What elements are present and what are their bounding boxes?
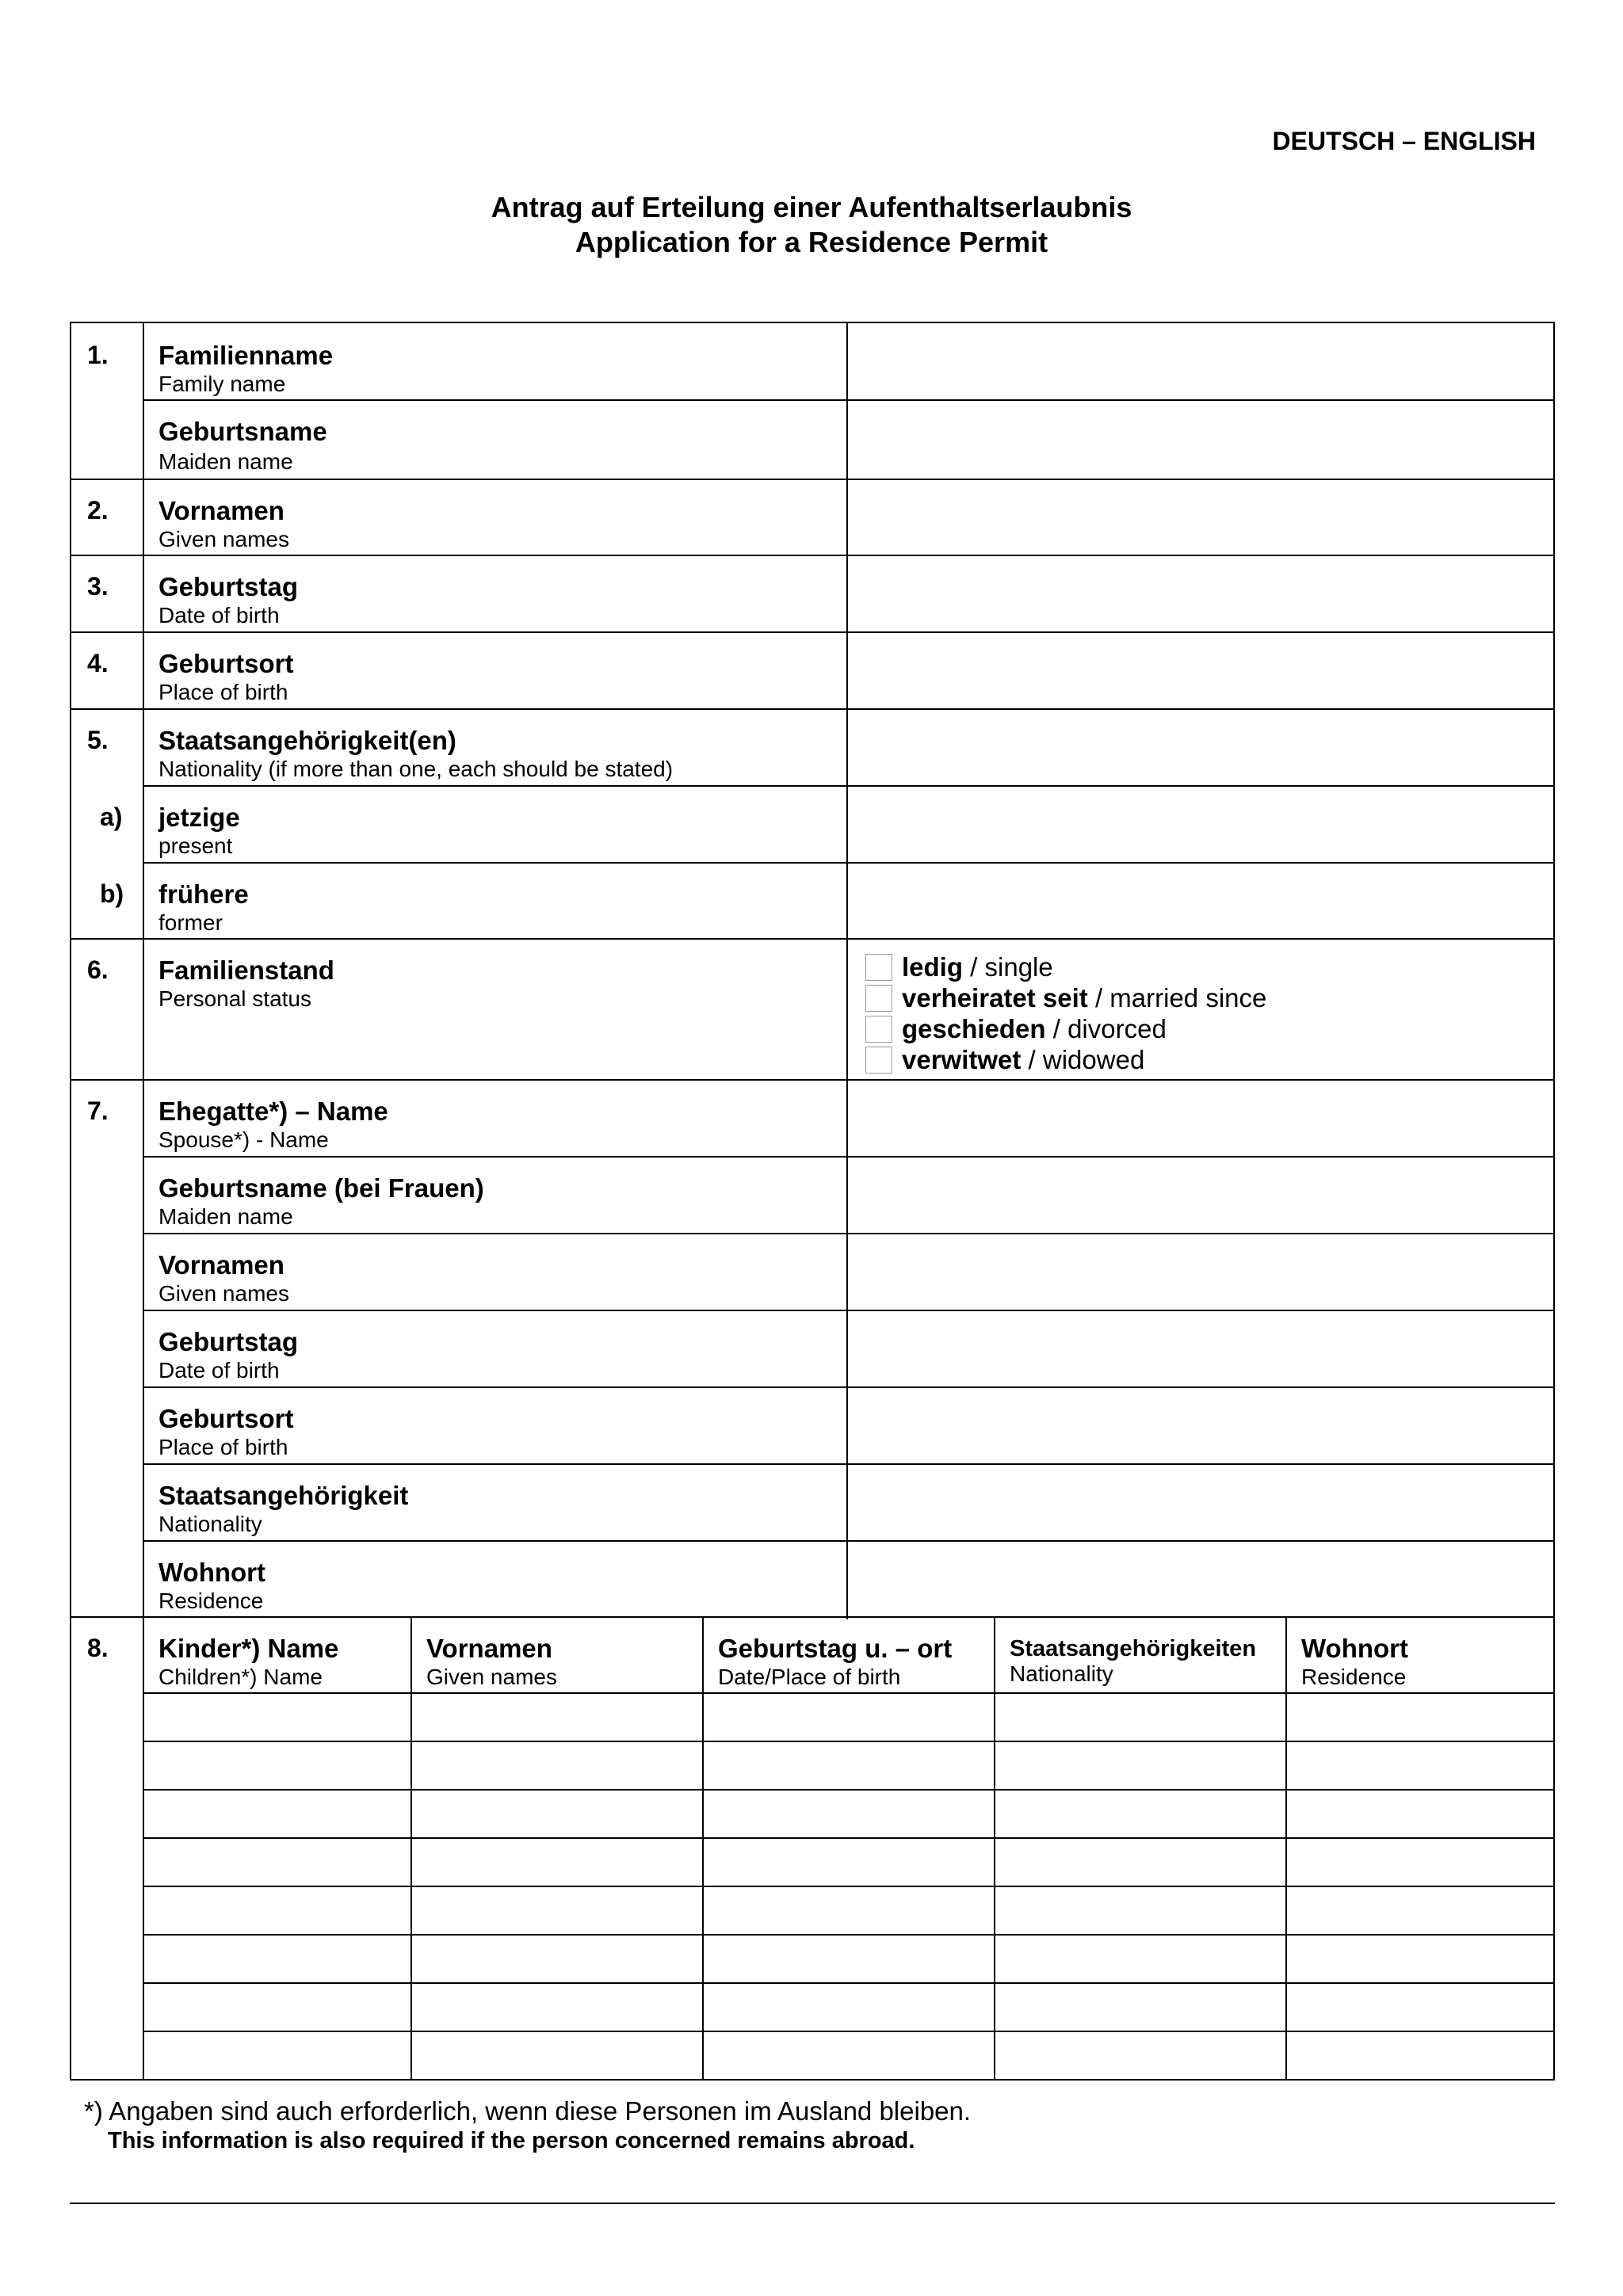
column-header-de: Kinder*) Name bbox=[158, 1634, 339, 1663]
column-header-en: Date/Place of birth bbox=[718, 1665, 901, 1689]
field-label-de: Geburtstag bbox=[158, 572, 299, 601]
children-table-cell[interactable] bbox=[1287, 1791, 1552, 1837]
field-label-de: Geburtsort bbox=[158, 1404, 294, 1433]
children-table-cell[interactable] bbox=[995, 2032, 1285, 2079]
children-table-cell[interactable] bbox=[144, 1742, 411, 1789]
field-label-en: Nationality (if more than one, each should be stated) bbox=[158, 757, 674, 781]
title-english: Application for a Residence Permit bbox=[575, 226, 1048, 258]
children-table-cell[interactable] bbox=[144, 1839, 411, 1886]
status-divorced-checkbox[interactable] bbox=[865, 1016, 892, 1043]
section-number: 6. bbox=[87, 955, 109, 984]
field-label-en: Date of birth bbox=[158, 1358, 280, 1383]
field-label-en: Maiden name bbox=[158, 449, 293, 474]
children-table-cell[interactable] bbox=[412, 2032, 702, 2079]
children-table-cell[interactable] bbox=[995, 1839, 1285, 1886]
children-table-cell[interactable] bbox=[1287, 2032, 1552, 2079]
status-option: ledig / single bbox=[902, 952, 1053, 982]
maiden-name-input[interactable] bbox=[850, 401, 1552, 478]
children-table-cell[interactable] bbox=[995, 1887, 1285, 1934]
field-label-de: Staatsangehörigkeit(en) bbox=[158, 726, 456, 755]
children-table-cell[interactable] bbox=[412, 1694, 702, 1741]
field-label-en: Maiden name bbox=[158, 1204, 293, 1229]
children-table-cell[interactable] bbox=[144, 1791, 411, 1837]
footnote-german: *) Angaben sind auch erforderlich, wenn diese Personen im Ausland bleiben. bbox=[84, 2096, 972, 2126]
field-label-en: Date of birth bbox=[158, 603, 280, 627]
section-number: 5. bbox=[87, 726, 109, 754]
status-married-checkbox[interactable] bbox=[865, 985, 892, 1012]
children-table-cell[interactable] bbox=[704, 1742, 994, 1789]
children-table-cell[interactable] bbox=[1287, 1984, 1552, 2031]
section-number: 1. bbox=[87, 341, 109, 369]
status-option: verheiratet seit / married since bbox=[902, 983, 1267, 1013]
spouse-residence-input[interactable] bbox=[850, 1542, 1552, 1615]
label-value-divider bbox=[846, 323, 848, 1619]
field-label-de: Vornamen bbox=[158, 496, 285, 525]
field-label-de: Geburtsname (bei Frauen) bbox=[158, 1173, 484, 1203]
children-table-cell[interactable] bbox=[412, 1791, 702, 1837]
section-number: 7. bbox=[87, 1097, 109, 1125]
section-number: 8. bbox=[87, 1634, 109, 1662]
field-label-en: Residence bbox=[158, 1589, 264, 1613]
status-widowed-checkbox[interactable] bbox=[865, 1047, 892, 1074]
children-table-cell[interactable] bbox=[144, 2032, 411, 2079]
subsection-letter: a) bbox=[100, 803, 123, 831]
bottom-divider bbox=[70, 2203, 1555, 2204]
field-label-en: Family name bbox=[158, 372, 286, 396]
children-table-cell[interactable] bbox=[995, 1791, 1285, 1837]
footnote-english: This information is also required if the person concerned remains abroad. bbox=[108, 2128, 915, 2153]
column-header-de: Geburtstag u. – ort bbox=[718, 1634, 953, 1663]
children-table-cell[interactable] bbox=[144, 1694, 411, 1741]
column-header-de: Vornamen bbox=[426, 1634, 552, 1663]
section-number: 3. bbox=[87, 572, 109, 601]
field-label-en: Given names bbox=[158, 1281, 289, 1306]
field-label-de: Geburtsort bbox=[158, 649, 294, 678]
column-header-en: Nationality bbox=[1010, 1661, 1113, 1686]
place-of-birth-input[interactable] bbox=[850, 633, 1552, 707]
field-label-en: former bbox=[158, 910, 223, 935]
children-table-cell[interactable] bbox=[704, 1791, 994, 1837]
field-label-en: Place of birth bbox=[158, 1435, 288, 1459]
field-label-de: Ehegatte*) – Name bbox=[158, 1097, 388, 1126]
status-option: verwitwet / widowed bbox=[902, 1045, 1145, 1074]
language-label: DEUTSCH – ENGLISH bbox=[1272, 127, 1536, 155]
children-table-cell[interactable] bbox=[1287, 1936, 1552, 1982]
application-form bbox=[70, 322, 1555, 2081]
field-label-de: Familienstand bbox=[158, 955, 334, 985]
title-german: Antrag auf Erteilung einer Aufenthaltserlaubnis bbox=[491, 191, 1132, 223]
children-table-cell[interactable] bbox=[1287, 1742, 1552, 1789]
children-table-cell[interactable] bbox=[412, 1887, 702, 1934]
status-option: geschieden / divorced bbox=[902, 1014, 1167, 1043]
children-table-cell[interactable] bbox=[704, 1839, 994, 1886]
children-table-cell[interactable] bbox=[995, 1694, 1285, 1741]
nationality-input[interactable] bbox=[850, 710, 1552, 784]
spouse-date-of-birth-input[interactable] bbox=[850, 1311, 1552, 1386]
date-of-birth-input[interactable] bbox=[850, 556, 1552, 631]
present-nationality-input[interactable] bbox=[850, 787, 1552, 861]
field-label-en: Spouse*) - Name bbox=[158, 1127, 329, 1152]
children-table-cell[interactable] bbox=[412, 1742, 702, 1789]
children-table-cell[interactable] bbox=[1287, 1694, 1552, 1741]
field-label-de: Geburtsname bbox=[158, 417, 327, 446]
family-name-input[interactable] bbox=[850, 323, 1552, 399]
children-table-cell[interactable] bbox=[995, 1936, 1285, 1982]
field-label-en: Personal status bbox=[158, 986, 311, 1011]
field-label-de: Familienname bbox=[158, 341, 334, 370]
children-table-cell[interactable] bbox=[704, 1694, 994, 1741]
column-header-en: Residence bbox=[1301, 1665, 1407, 1689]
spouse-place-of-birth-input[interactable] bbox=[850, 1388, 1552, 1463]
page-title bbox=[0, 190, 1623, 260]
children-table-cell[interactable] bbox=[704, 1887, 994, 1934]
column-header-en: Children*) Name bbox=[158, 1665, 323, 1689]
field-label-en: present bbox=[158, 833, 233, 858]
children-table-cell[interactable] bbox=[704, 2032, 994, 2079]
children-table-cell[interactable] bbox=[995, 1742, 1285, 1789]
children-table-cell[interactable] bbox=[144, 1984, 411, 2031]
subsection-letter: b) bbox=[100, 879, 124, 908]
field-label-de: Staatsangehörigkeit bbox=[158, 1481, 409, 1510]
section-number: 2. bbox=[87, 496, 109, 524]
spouse-nationality-input[interactable] bbox=[850, 1465, 1552, 1539]
spouse-name-input[interactable] bbox=[850, 1081, 1552, 1155]
row-divider bbox=[71, 938, 1553, 940]
field-label-de: frühere bbox=[158, 879, 249, 909]
former-nationality-input[interactable] bbox=[850, 864, 1552, 937]
section-number: 4. bbox=[87, 649, 109, 677]
children-table-cell[interactable] bbox=[412, 1936, 702, 1982]
field-label-en: Given names bbox=[158, 527, 289, 551]
children-table-cell[interactable] bbox=[704, 1984, 994, 2031]
column-header-de: Wohnort bbox=[1301, 1634, 1409, 1663]
field-label-en: Place of birth bbox=[158, 680, 288, 704]
given-names-input[interactable] bbox=[850, 480, 1552, 554]
children-table-cell[interactable] bbox=[144, 1887, 411, 1934]
column-header-en: Given names bbox=[426, 1665, 557, 1689]
column-header-de: Staatsangehörigkeiten bbox=[1010, 1636, 1257, 1661]
children-table-cell[interactable] bbox=[412, 1984, 702, 2031]
field-label-de: Wohnort bbox=[158, 1558, 266, 1587]
status-single-checkbox[interactable] bbox=[865, 954, 892, 981]
row-divider bbox=[71, 1616, 1553, 1618]
spouse-given-names-input[interactable] bbox=[850, 1234, 1552, 1309]
children-table-cell[interactable] bbox=[144, 1936, 411, 1982]
field-label-de: Geburtstag bbox=[158, 1327, 299, 1356]
children-table-cell[interactable] bbox=[412, 1839, 702, 1886]
field-label-en: Nationality bbox=[158, 1512, 262, 1536]
spouse-maiden-name-input[interactable] bbox=[850, 1158, 1552, 1232]
children-table-cell[interactable] bbox=[1287, 1887, 1552, 1934]
children-table-cell[interactable] bbox=[995, 1984, 1285, 2031]
children-table-cell[interactable] bbox=[704, 1936, 994, 1982]
field-label-de: Vornamen bbox=[158, 1250, 285, 1280]
field-label-de: jetzige bbox=[158, 803, 240, 832]
children-table-cell[interactable] bbox=[1287, 1839, 1552, 1886]
